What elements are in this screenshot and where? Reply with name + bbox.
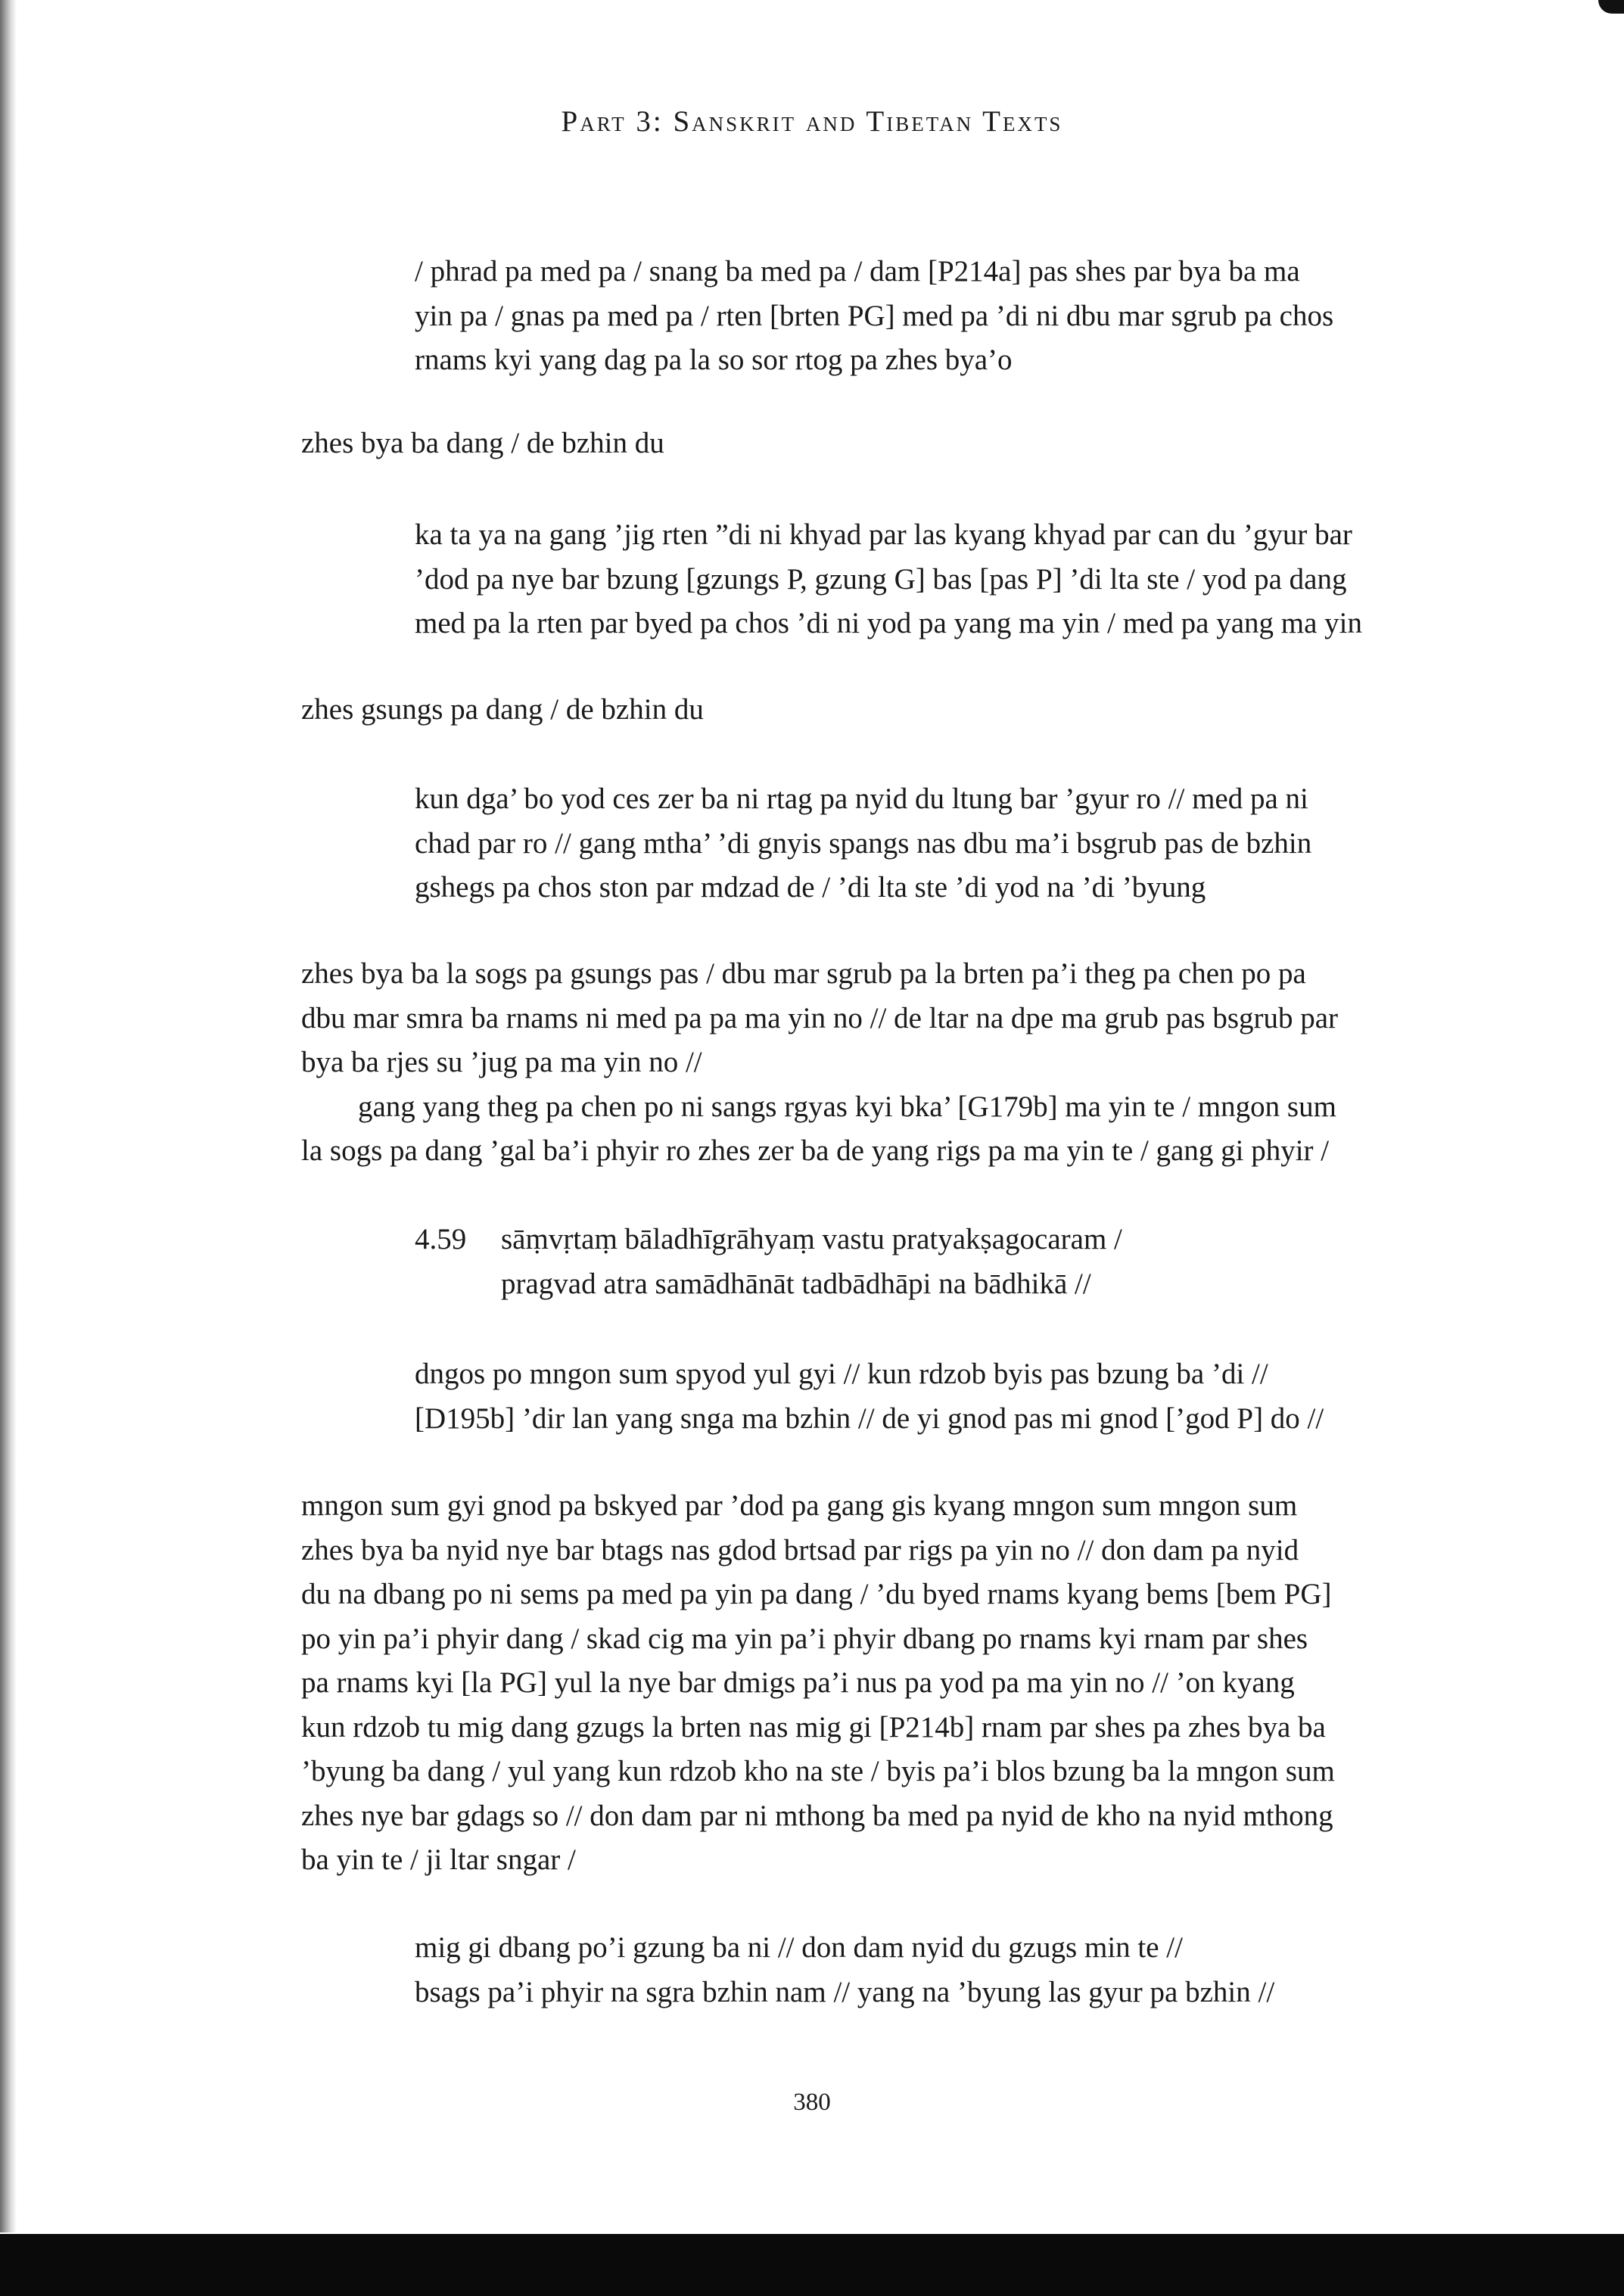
text-line: du na dbang po ni sems pa med pa yin pa dang / ’du byed rnams kyang bems [bem PG] <box>301 1578 1332 1610</box>
verse-line: bsags pa’i phyir na sgra bzhin nam // yang na ’byung las gyur pa bzhin // <box>415 1975 1275 2008</box>
body-paragraph <box>301 1484 1335 1883</box>
text-line: zhes bya ba la sogs pa gsungs pas / dbu mar sgrub pa la brten pa’i theg pa chen po pa <box>301 957 1306 990</box>
text-line: med pa la rten par byed pa chos ’di ni yod pa yang ma yin / med pa yang ma yin <box>415 607 1362 639</box>
text-line: po yin pa’i phyir dang / skad cig ma yin pa’i phyir dbang po rnams kyi rnam par shes <box>301 1622 1308 1655</box>
tibetan-verse <box>415 1352 1324 1441</box>
text-line: ka ta ya na gang ’jig rten ”di ni khyad par las kyang khyad par can du ’gyur bar <box>415 518 1352 551</box>
verse-number: 4.59 <box>415 1223 467 1255</box>
block-quote <box>415 777 1311 910</box>
text-line: la sogs pa dang ’gal ba’i phyir ro zhes zer ba de yang rigs pa ma yin te / gang gi phyir / <box>301 1134 1330 1167</box>
text-line: ’byung ba dang / yul yang kun rdzob kho na ste / byis pa’i blos bzung ba la mngon sum <box>301 1755 1335 1787</box>
text-line: ’dod pa nye bar bzung [gzungs P, gzung G] bas [pas P] ’di lta ste / yod pa dang <box>415 562 1347 596</box>
text-line: pa rnams kyi [la PG] yul la nye bar dmigs pa’i nus pa yod pa ma yin no // ’on kyang <box>301 1666 1295 1699</box>
scan-corner-mark <box>1598 0 1624 14</box>
text-line: zhes nye bar gdags so // don dam par ni mthong ba med pa nyid de kho na nyid mthong <box>301 1799 1333 1832</box>
tibetan-verse <box>415 1926 1274 2014</box>
text-line: chad par ro // gang mtha’ ’di gnyis spangs nas dbu ma’i bsgrub pas de bzhin <box>415 826 1312 860</box>
block-quote <box>415 513 1362 646</box>
running-head: Part 3: Sanskrit and Tibetan Texts <box>561 105 1063 138</box>
text-line: dbu mar smra ba rnams ni med pa pa ma yin no // de ltar na dpe ma grub pas bsgrub par <box>301 1001 1339 1034</box>
block-quote <box>415 250 1333 383</box>
text-line: mngon sum gyi gnod pa bskyed par ’dod pa gang gis kyang mngon sum mngon sum <box>301 1489 1298 1522</box>
text-line: zhes bya ba nyid nye bar btags nas gdod brtsad par rigs pa yin no // don dam pa nyid <box>301 1533 1299 1566</box>
text-line: zhes bya ba dang / de bzhin du <box>301 427 664 459</box>
scan-edge-shadow <box>0 0 17 2232</box>
verse-line: pragvad atra samādhānāt tadbādhāpi na bādhikā // <box>501 1267 1091 1300</box>
text-line: gshegs pa chos ston par mdzad de / ’di lta ste ’di yod na ’di ’byung <box>415 871 1206 904</box>
verse-line: sāṃvṛtaṃ bāladhīgrāhyaṃ vastu pratyakṣagocaram / <box>501 1223 1122 1255</box>
text-line: kun rdzob tu mig dang gzugs la brten nas mig gi [P214b] rnam par shes pa zhes bya ba <box>301 1710 1326 1744</box>
text-line: ba yin te / ji ltar sngar / <box>301 1843 576 1876</box>
text-line: bya ba rjes su ’jug pa ma yin no // <box>301 1046 702 1078</box>
text-line: rnams kyi yang dag pa la so sor rtog pa zhes bya’o <box>415 344 1013 376</box>
verse-line: mig gi dbang po’i gzung ba ni // don dam nyid du gzugs min te // <box>415 1931 1183 1964</box>
text-line: yin pa / gnas pa med pa / rten [brten PG] med pa ’di ni dbu mar sgrub pa chos <box>415 299 1334 332</box>
body-paragraph <box>301 422 664 466</box>
body-paragraph <box>301 688 704 733</box>
verse-line: dngos po mngon sum spyod yul gyi // kun rdzob byis pas bzung ba ’di // <box>415 1358 1268 1390</box>
scan-bottom-band <box>0 2234 1624 2296</box>
sanskrit-verse <box>501 1218 1122 1306</box>
page-number: 380 <box>793 2089 831 2116</box>
text-line: kun dga’ bo yod ces zer ba ni rtag pa nyid du ltung bar ’gyur ro // med pa ni <box>415 782 1308 815</box>
text-line: zhes gsungs pa dang / de bzhin du <box>301 693 704 726</box>
text-line: / phrad pa med pa / snang ba med pa / dam [P214a] pas shes par bya ba ma <box>415 255 1300 288</box>
verse-line: [D195b] ’dir lan yang snga ma bzhin // de yi gnod pas mi gnod [’god P] do // <box>415 1402 1324 1435</box>
text-line: gang yang theg pa chen po ni sangs rgyas kyi bka’ [G179b] ma yin te / mngon sum <box>358 1090 1336 1123</box>
body-paragraph <box>301 952 1338 1174</box>
